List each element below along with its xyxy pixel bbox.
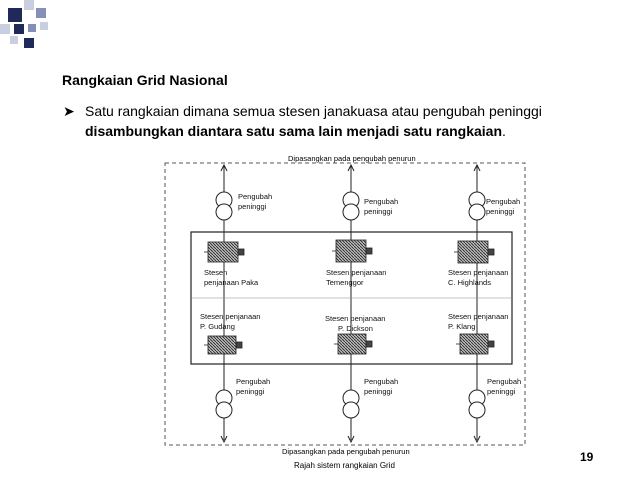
tx-bottom-left-label2: peninggi: [236, 387, 265, 396]
diagram-caption: Rajah sistem rangkaian Grid: [294, 461, 395, 470]
tx-bottom-right-label2: peninggi: [487, 387, 516, 396]
station-paka-line2: penjanaan Paka: [204, 278, 259, 287]
transformer-bottom-left: [216, 390, 232, 418]
generator-icon-p-gudang: [204, 336, 242, 354]
generator-icon-paka: [204, 242, 244, 262]
slide-title: Rangkaian Grid Nasional: [62, 72, 228, 88]
bullet-arrow-icon: ➤: [63, 103, 75, 119]
bullet-line2-end: .: [502, 123, 506, 139]
transformer-top-left: [216, 192, 232, 220]
station-p-gudang-line1: Stesen penjanaan: [200, 312, 261, 321]
transformer-bottom-right: [469, 390, 485, 418]
tx-top-left-label2: peninggi: [238, 202, 267, 211]
tx-bottom-middle-label1: Pengubah: [364, 377, 399, 386]
top-label: Dipasangkan pada pengubah penurun: [288, 154, 416, 163]
station-c-highlands-line1: Stesen penjanaan: [448, 268, 509, 277]
bottom-label: Dipasangkan pada pengubah penurun: [282, 447, 410, 456]
generator-icon-temenggor: [332, 240, 372, 262]
tx-bottom-middle-label2: peninggi: [364, 387, 393, 396]
generator-icon-p-dickson: [334, 334, 372, 354]
tx-top-left-label1: Pengubah: [238, 192, 273, 201]
bullet-line2-bold: disambungkan diantara satu sama lain menjadi satu rangkaian: [85, 123, 503, 139]
generator-icon-c-highlands: [454, 241, 494, 263]
station-temenggor-line2: Temenggor: [326, 278, 364, 287]
tx-top-middle-label2: peninggi: [364, 207, 393, 216]
station-paka-line1: Stesen: [204, 268, 228, 277]
transformer-top-middle: [343, 192, 359, 220]
generator-icon-p-klang: [456, 334, 494, 354]
station-p-gudang-line2: P. Gudang: [200, 322, 235, 331]
station-p-klang-line1: Stesen penjanaan: [448, 312, 509, 321]
transformer-bottom-middle: [343, 390, 359, 418]
station-p-dickson-line1: Stesen penjanaan: [325, 314, 386, 323]
station-p-dickson-line2: P. Dickson: [338, 324, 373, 333]
station-p-klang-line2: P. Klang: [448, 322, 476, 331]
tx-bottom-left-label1: Pengubah: [236, 377, 271, 386]
tx-top-middle-label1: Pengubah: [364, 197, 399, 206]
station-temenggor-line1: Stesen penjanaan: [326, 268, 387, 277]
tx-bottom-right-label1: Pengubah: [487, 377, 522, 386]
tx-top-right-label1: Pengubah: [486, 197, 521, 206]
transformer-top-right: [469, 192, 485, 220]
page-number: 19: [580, 450, 594, 464]
station-c-highlands-line2: C. Highlands: [448, 278, 491, 287]
tx-top-right-label2: peninggi: [486, 207, 515, 216]
bullet-line1: Satu rangkaian dimana semua stesen janakuasa atau pengubah peninggi: [85, 103, 542, 119]
